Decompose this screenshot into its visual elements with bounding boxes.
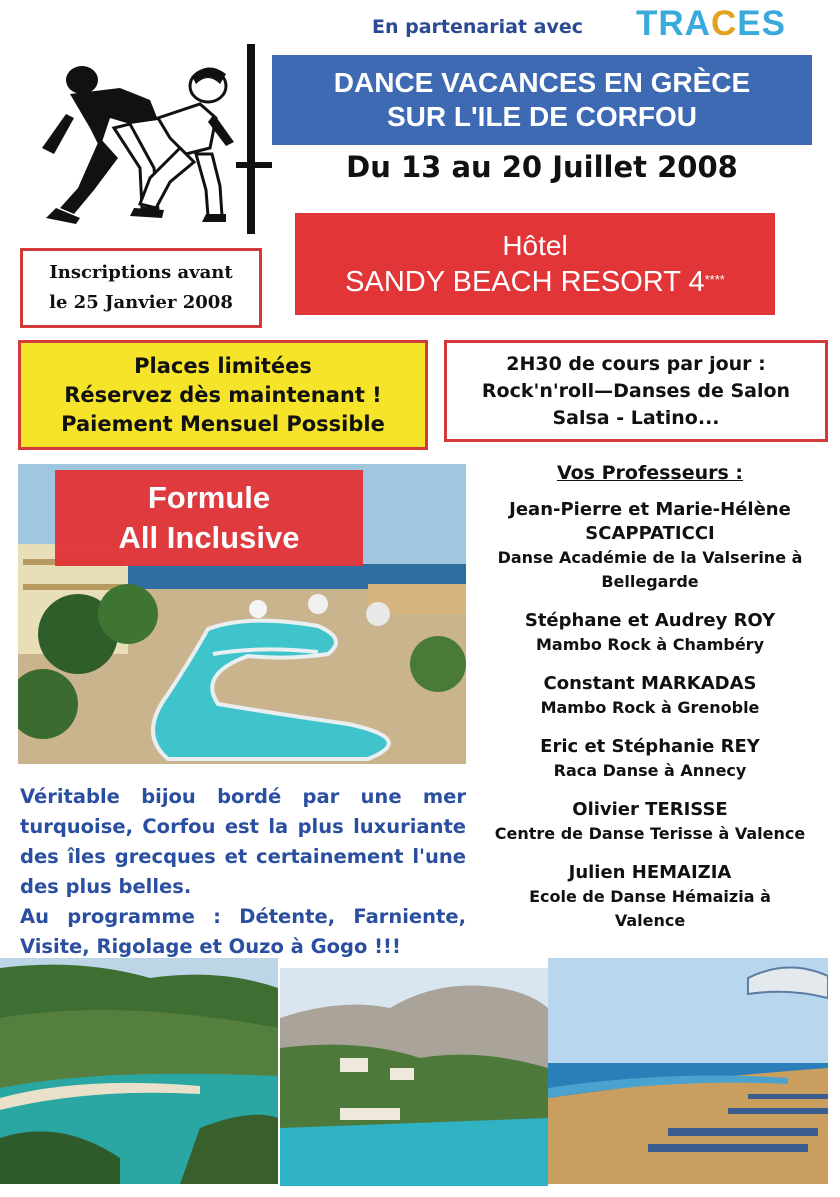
logo-text-end: ES bbox=[737, 4, 786, 43]
places-line-2: Réservez dès maintenant ! bbox=[64, 382, 382, 407]
professors-list bbox=[470, 462, 830, 948]
inscriptions-box bbox=[20, 248, 262, 328]
event-dates: Du 13 au 20 Juillet 2008 bbox=[346, 150, 738, 184]
courses-line-2: Rock'n'roll—Danses de Salon bbox=[481, 379, 791, 402]
professor-school: Ecole de Danse Hémaizia à bbox=[529, 887, 771, 906]
professors-header: Vos Professeurs : bbox=[556, 462, 744, 484]
professor-school: Raca Danse à Annecy bbox=[553, 761, 747, 780]
description-paragraph-2: Au programme : Détente, Farniente, Visite, Rigolage et Ouzo à Gogo !!! bbox=[20, 905, 466, 958]
places-line-1: Places limitées bbox=[134, 353, 312, 378]
places-box bbox=[18, 340, 428, 450]
courses-line-3: Salsa - Latino... bbox=[552, 406, 720, 429]
courses-box bbox=[444, 340, 828, 442]
logo-text-start: TRA bbox=[636, 4, 711, 43]
courses-line-1: 2H30 de cours par jour : bbox=[506, 352, 766, 375]
professor-school: Mambo Rock à Grenoble bbox=[540, 698, 760, 717]
places-line-3: Paiement Mensuel Possible bbox=[61, 411, 385, 436]
formule-line-2: All Inclusive bbox=[118, 520, 300, 555]
professor-school: Mambo Rock à Chambéry bbox=[535, 635, 764, 654]
professor-name: Stéphane et Audrey ROY bbox=[524, 610, 776, 631]
professor-item bbox=[470, 609, 830, 657]
professor-name: Olivier TERISSE bbox=[572, 799, 728, 820]
decorative-vertical-line bbox=[247, 44, 255, 234]
professor-school-2: Bellegarde bbox=[601, 572, 699, 591]
professor-item bbox=[470, 498, 830, 594]
professor-name: Constant MARKADAS bbox=[543, 673, 757, 694]
hotel-name bbox=[295, 264, 775, 300]
description-text bbox=[20, 782, 466, 962]
professor-item bbox=[470, 735, 830, 783]
description-paragraph-1: Véritable bijou bordé par une mer turquoise, Corfou est la plus luxuriante des îles grecques et certainement l'une des plus belles. bbox=[20, 785, 466, 898]
professor-item bbox=[470, 861, 830, 933]
decorative-cross-line bbox=[236, 162, 272, 168]
professor-school: Danse Académie de la Valserine à bbox=[497, 548, 803, 567]
professor-name: Julien HEMAIZIA bbox=[568, 862, 732, 883]
title-line-2: SUR L'ILE DE CORFOU bbox=[387, 101, 697, 132]
partner-text: En partenariat avec bbox=[372, 16, 583, 38]
formule-banner bbox=[55, 470, 363, 566]
hotel-name-text: SANDY BEACH RESORT 4 bbox=[345, 266, 705, 298]
title-banner bbox=[272, 55, 812, 145]
beach-photo bbox=[548, 958, 828, 1184]
inscriptions-line-2: le 25 Janvier 2008 bbox=[49, 292, 233, 313]
dancers-illustration bbox=[30, 58, 240, 233]
professor-item bbox=[470, 672, 830, 720]
hotel-stars: **** bbox=[704, 272, 725, 287]
professor-item bbox=[470, 798, 830, 846]
professor-school: Centre de Danse Terisse à Valence bbox=[494, 824, 806, 843]
inscriptions-line-1: Inscriptions avant bbox=[49, 262, 233, 283]
professor-school-2: Valence bbox=[614, 911, 686, 930]
professor-name: Jean-Pierre et Marie-Hélène bbox=[509, 499, 791, 520]
bay-photo bbox=[0, 958, 278, 1184]
professor-name: Eric et Stéphanie REY bbox=[540, 736, 760, 757]
logo-swoosh-letter: C bbox=[710, 4, 738, 43]
traces-logo bbox=[636, 4, 786, 44]
title-line-1: DANCE VACANCES EN GRÈCE bbox=[333, 67, 751, 98]
hotel-banner bbox=[295, 213, 775, 315]
professor-name-2: SCAPPATICCI bbox=[585, 523, 715, 544]
formule-line-1: Formule bbox=[147, 480, 271, 515]
cliff-cove-photo bbox=[280, 968, 548, 1186]
hotel-label: Hôtel bbox=[502, 230, 568, 261]
